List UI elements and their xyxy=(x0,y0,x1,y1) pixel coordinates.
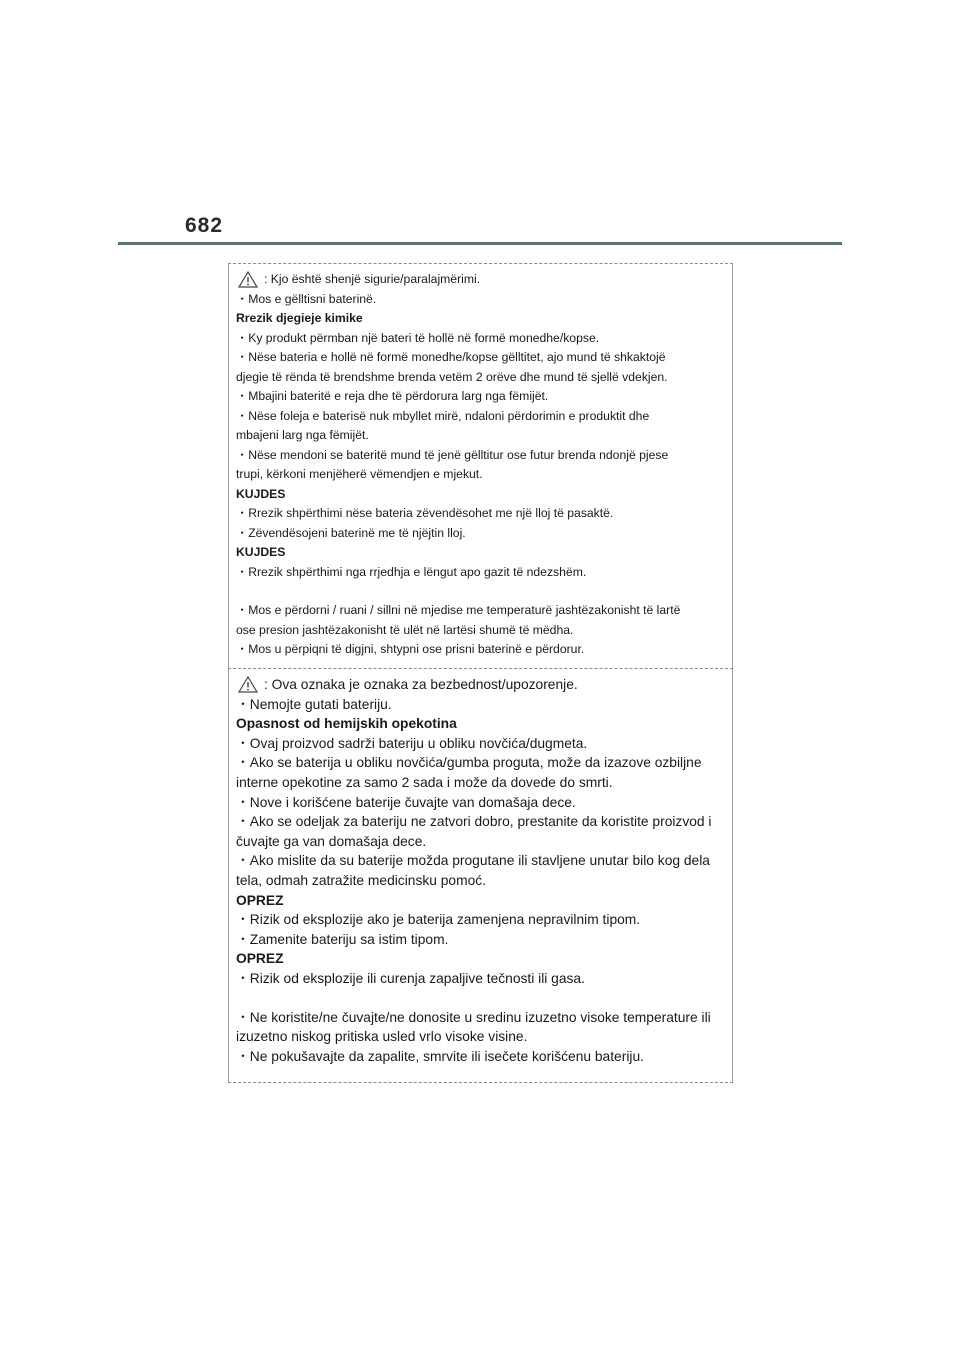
bullet-item: ・ Rrezik shpërthimi nga rrjedhja e lëngut apo gazit të ndezshëm. xyxy=(236,563,724,583)
albanian-warning-box xyxy=(228,263,733,668)
safety-statement xyxy=(236,270,724,290)
bullet-item: ・ Nove i korišćene baterije čuvajte van domašaja dece. xyxy=(236,793,724,813)
bullet-item: ・ Nëse foleja e baterisë nuk mbyllet mirë, ndaloni përdorimin e produktit dhe xyxy=(236,407,724,427)
continuation-text: čuvajte ga van domašaja dece. xyxy=(236,833,427,849)
bullet-item: ・ Mos u përpiqni të digjni, shtypni ose prisni baterinë e përdorur. xyxy=(236,640,724,660)
bullet-item: ・ Mbajini bateritë e reja dhe të përdorura larg nga fëmijët. xyxy=(236,387,724,407)
bullet-item: ・ Nëse mendoni se bateritë mund të jenë gëlltitur ose futur brenda ndonjë pjese xyxy=(236,446,724,466)
continuation-text: tela, odmah zatražite medicinsku pomoć. xyxy=(236,872,486,888)
section-heading: KUJDES xyxy=(236,486,286,501)
bullet-item: ・ Ne pokušavajte da zapalite, smrvite ili isečete korišćenu bateriju. xyxy=(236,1047,724,1067)
continuation-text: djegie të rënda të brendshme brenda vetëm 2 orëve dhe mund të sjellë vdekjen. xyxy=(236,369,668,384)
bullet-item: ・ Ovaj proizvod sadrži bateriju u obliku novčića/dugmeta. xyxy=(236,734,724,754)
warning-triangle-icon xyxy=(238,676,258,693)
continuation-text: mbajeni larg nga fëmijët. xyxy=(236,428,369,442)
bullet-item: ・ Ne koristite/ne čuvajte/ne donosite u sredinu izuzetno visoke temperature ili xyxy=(236,1008,724,1028)
section-heading: OPREZ xyxy=(236,892,284,908)
continuation-text: izuzetno niskog pritiska usled vrlo visoke visine. xyxy=(236,1029,528,1045)
section-heading: Opasnost od hemijskih opekotina xyxy=(236,716,457,732)
continuation-text: trupi, kërkoni menjëherë vëmendjen e mjekut. xyxy=(236,467,483,481)
section-heading: Rrezik djegieje kimike xyxy=(236,311,363,325)
bullet-item: ・ Ako mislite da su baterije možda progutane ili stavljene unutar bilo kog dela xyxy=(236,851,724,871)
bullet-item: ・ Nemojte gutati bateriju. xyxy=(236,695,724,715)
bullet-item: ・ Zamenite bateriju sa istim tipom. xyxy=(236,930,724,950)
safety-statement xyxy=(236,675,724,695)
warning-triangle-icon xyxy=(238,271,258,288)
section-heading: KUJDES xyxy=(236,545,286,559)
bullet-item: ・ Ako se odeljak za bateriju ne zatvori dobro, prestanite da koristite proizvod i xyxy=(236,812,724,832)
bullet-item: ・ Ky produkt përmban një bateri të hollë në formë monedhe/kopse. xyxy=(236,329,724,349)
bullet-item: ・ Zëvendësojeni baterinë me të njëjtin lloj. xyxy=(236,524,724,544)
header-rule xyxy=(118,242,842,245)
serbian-warning-box xyxy=(228,668,733,1083)
continuation-text: interne opekotine za samo 2 sada i može da dovede do smrti. xyxy=(236,774,613,790)
bullet-item: ・ Rizik od eksplozije ili curenja zapaljive tečnosti ili gasa. xyxy=(236,969,724,989)
bullet-item: ・ Mos e përdorni / ruani / sillni në mjedise me temperaturë jashtëzakonisht të lartë xyxy=(236,601,724,621)
continuation-text: ose presion jashtëzakonisht të ulët në lartësi shumë të mëdha. xyxy=(236,622,574,637)
safety-statement-text: : Kjo është shenjë sigurie/paralajmërimi. xyxy=(264,272,481,286)
bullet-item: ・ Mos e gëlltisni baterinë. xyxy=(236,290,724,310)
bullet-item: ・ Rrezik shpërthimi nëse bateria zëvendësohet me një lloj të pasaktë. xyxy=(236,504,724,524)
safety-statement-text: : Ova oznaka je oznaka za bezbednost/upozorenje. xyxy=(264,677,578,692)
bullet-item: ・ Rizik od eksplozije ako je baterija zamenjena nepravilnim tipom. xyxy=(236,910,724,930)
bullet-item: ・ Nëse bateria e hollë në formë monedhe/kopse gëlltitet, ajo mund të shkaktojë xyxy=(236,348,724,368)
page-number: 682 xyxy=(185,214,224,237)
section-heading: OPREZ xyxy=(236,951,284,967)
bullet-item: ・ Ako se baterija u obliku novčića/gumba proguta, može da izazove ozbiljne xyxy=(236,753,724,773)
